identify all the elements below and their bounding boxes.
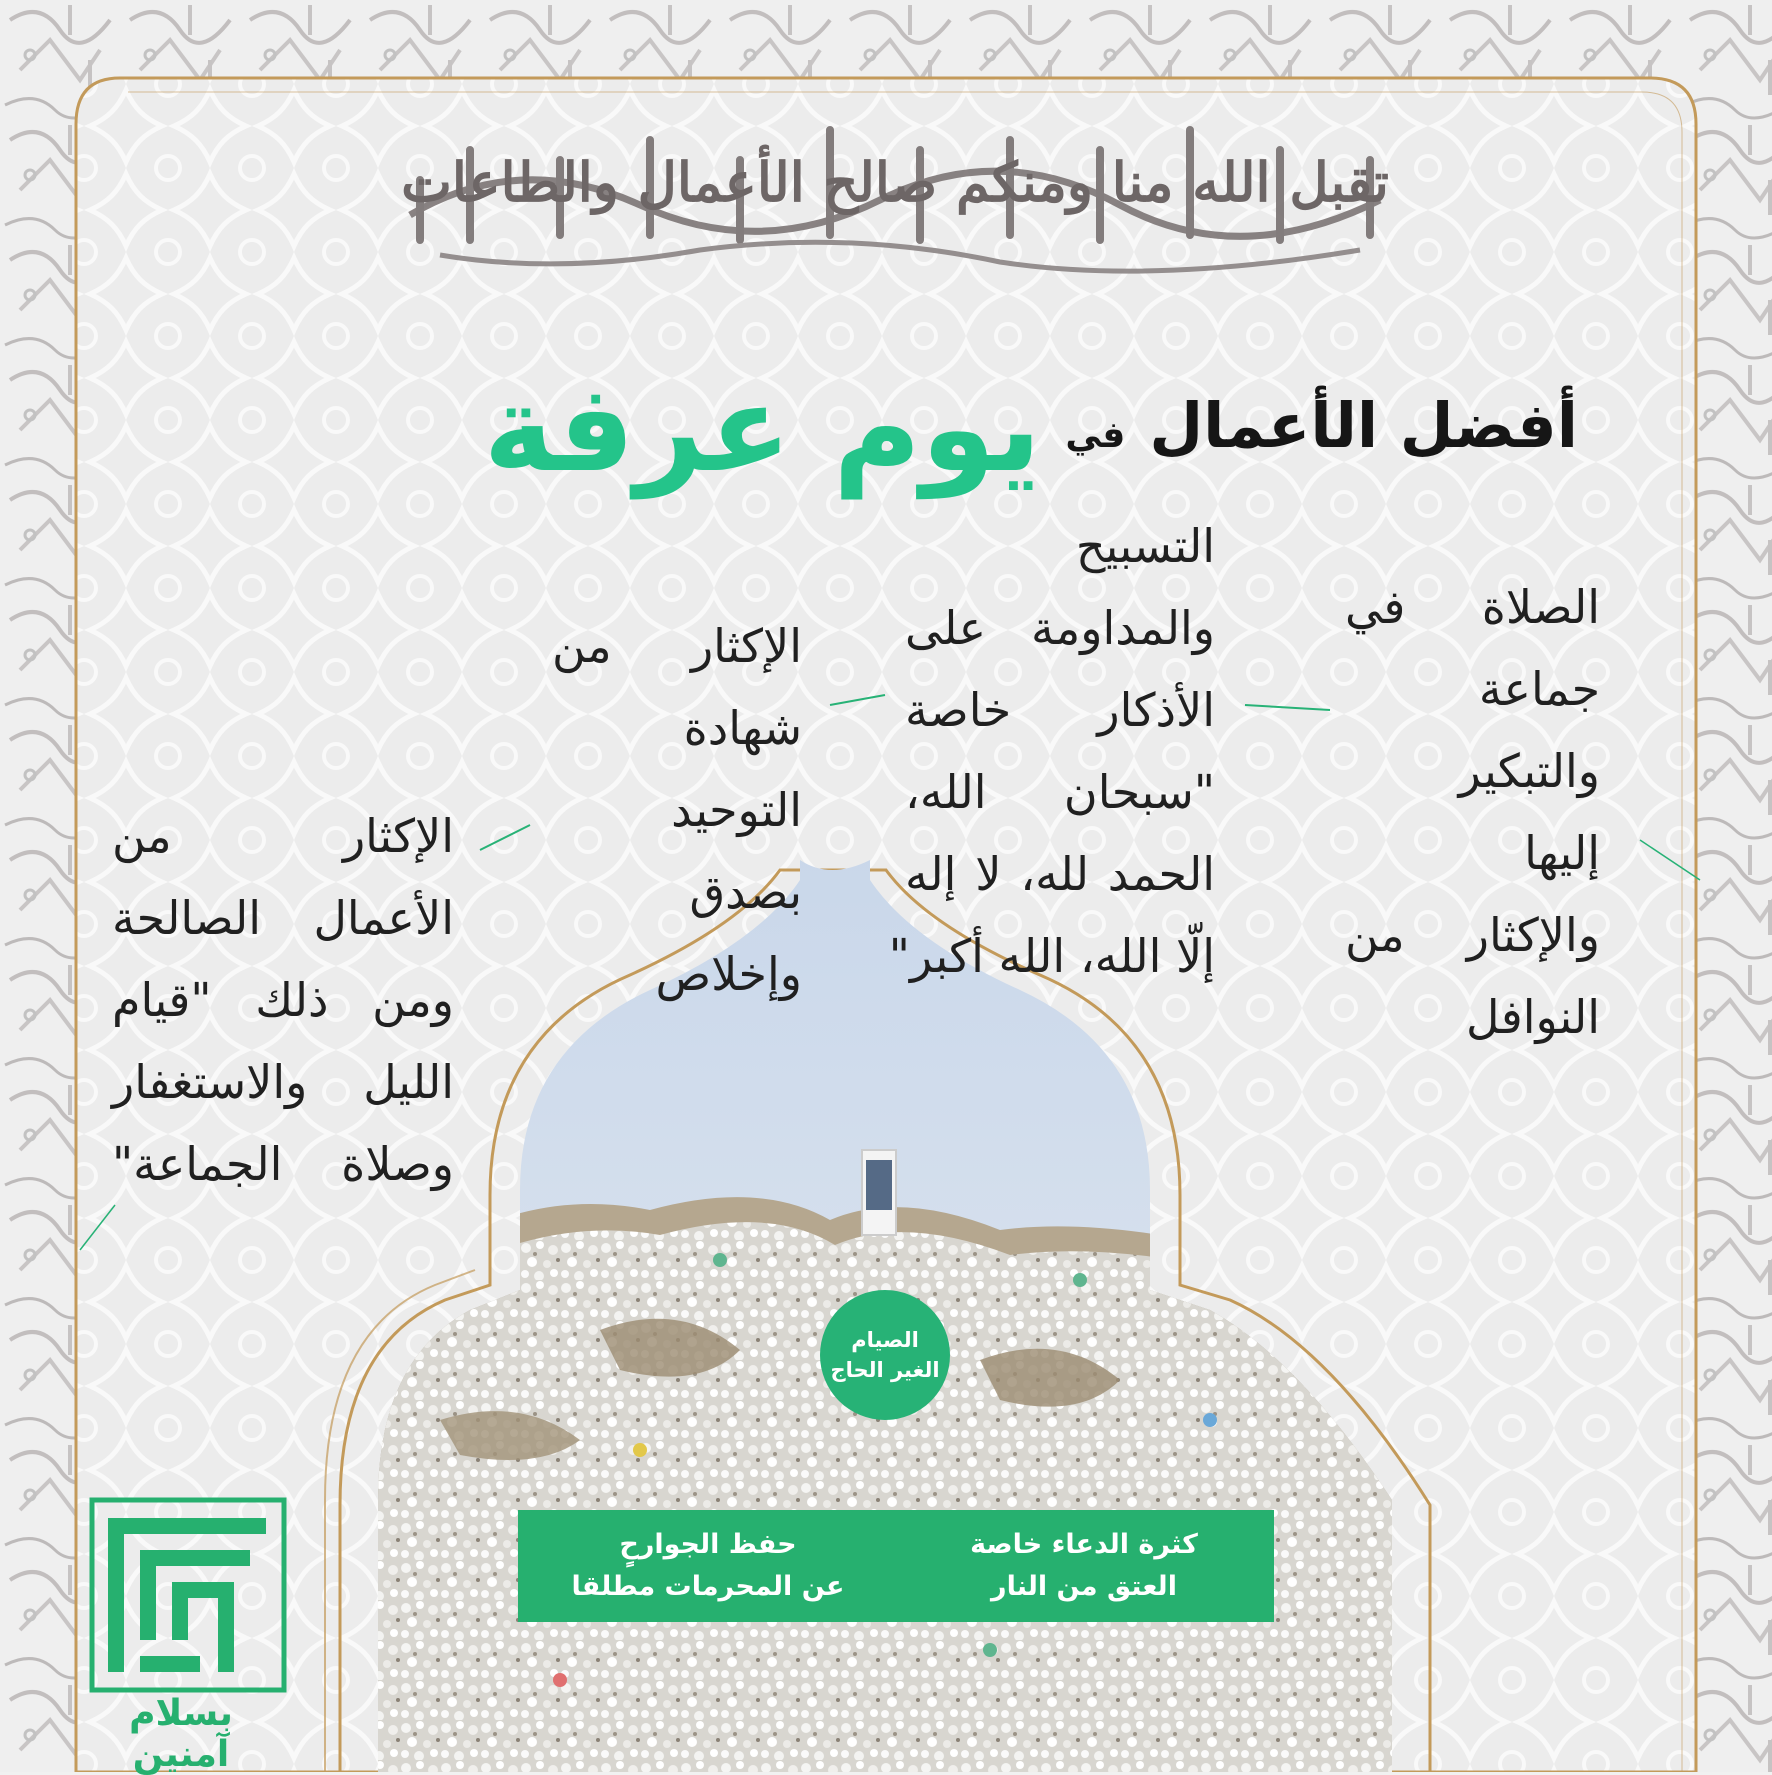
banner-line: كثرة الدعاء خاصة — [970, 1529, 1198, 1560]
deeds-banner — [518, 1510, 1274, 1622]
deed-line: الإكثار من — [552, 619, 802, 673]
deed-line: والتبكير — [1458, 744, 1600, 798]
deed-line: بصدق — [689, 865, 802, 919]
fasting-badge-line: الغير الحاج — [830, 1358, 940, 1382]
banner-line: حفظ الجوارحٍ — [619, 1529, 797, 1560]
fasting-badge — [820, 1290, 950, 1420]
brand-tagline: بسلام آمنين — [129, 1693, 233, 1775]
deed-tawhid-column — [552, 605, 802, 1015]
deed-prayer-column — [1345, 566, 1600, 1058]
deed-line: إلّا الله، الله أكبر" — [888, 929, 1215, 983]
deed-line: الأعمال الصالحة — [112, 891, 454, 945]
deed-line: الليل والاستغفار — [112, 1055, 454, 1109]
title-prefix: أفضل الأعمال — [1149, 389, 1578, 462]
deed-line: "سبحان الله، — [905, 765, 1215, 819]
header-calligraphy: تقبل الله منا ومنكم صالح الأعمال والطاعات — [401, 150, 1389, 214]
banner-line: عن المحرمات مطلقا — [571, 1571, 845, 1602]
deed-line: جماعة — [1478, 662, 1600, 716]
deed-line: الصلاة في — [1345, 580, 1600, 634]
deed-line: الإكثار من — [112, 809, 454, 863]
banner-line: العتق من النار — [991, 1571, 1177, 1602]
deed-line: التوحيد — [671, 783, 802, 837]
deed-line: الحمد لله، لا إله — [905, 847, 1215, 901]
deed-tasbih-column — [888, 505, 1215, 997]
deed-line: والإكثار من — [1345, 908, 1600, 962]
deed-line: ومن ذلك "قيام — [112, 973, 454, 1027]
title-highlight: يوم عرفة — [483, 360, 1042, 499]
banner-dua — [924, 1524, 1244, 1608]
deed-line: شهادة — [683, 701, 802, 755]
fasting-badge-line: الصيام — [851, 1328, 919, 1352]
page-title — [288, 340, 1578, 499]
deed-line: وإخلاص — [655, 947, 802, 1001]
deed-line: إليها — [1524, 826, 1600, 880]
deed-line: والمداومة على — [905, 601, 1215, 655]
title-connector: في — [1065, 415, 1126, 456]
deed-line: الأذكار خاصة — [905, 683, 1215, 737]
deed-good-works-column — [112, 795, 454, 1205]
deed-line: وصلاة الجماعة" — [112, 1137, 454, 1191]
deed-line: التسبيح — [1075, 519, 1215, 573]
banner-guard-limbs — [553, 1524, 863, 1608]
deed-line: النوافل — [1465, 990, 1600, 1044]
